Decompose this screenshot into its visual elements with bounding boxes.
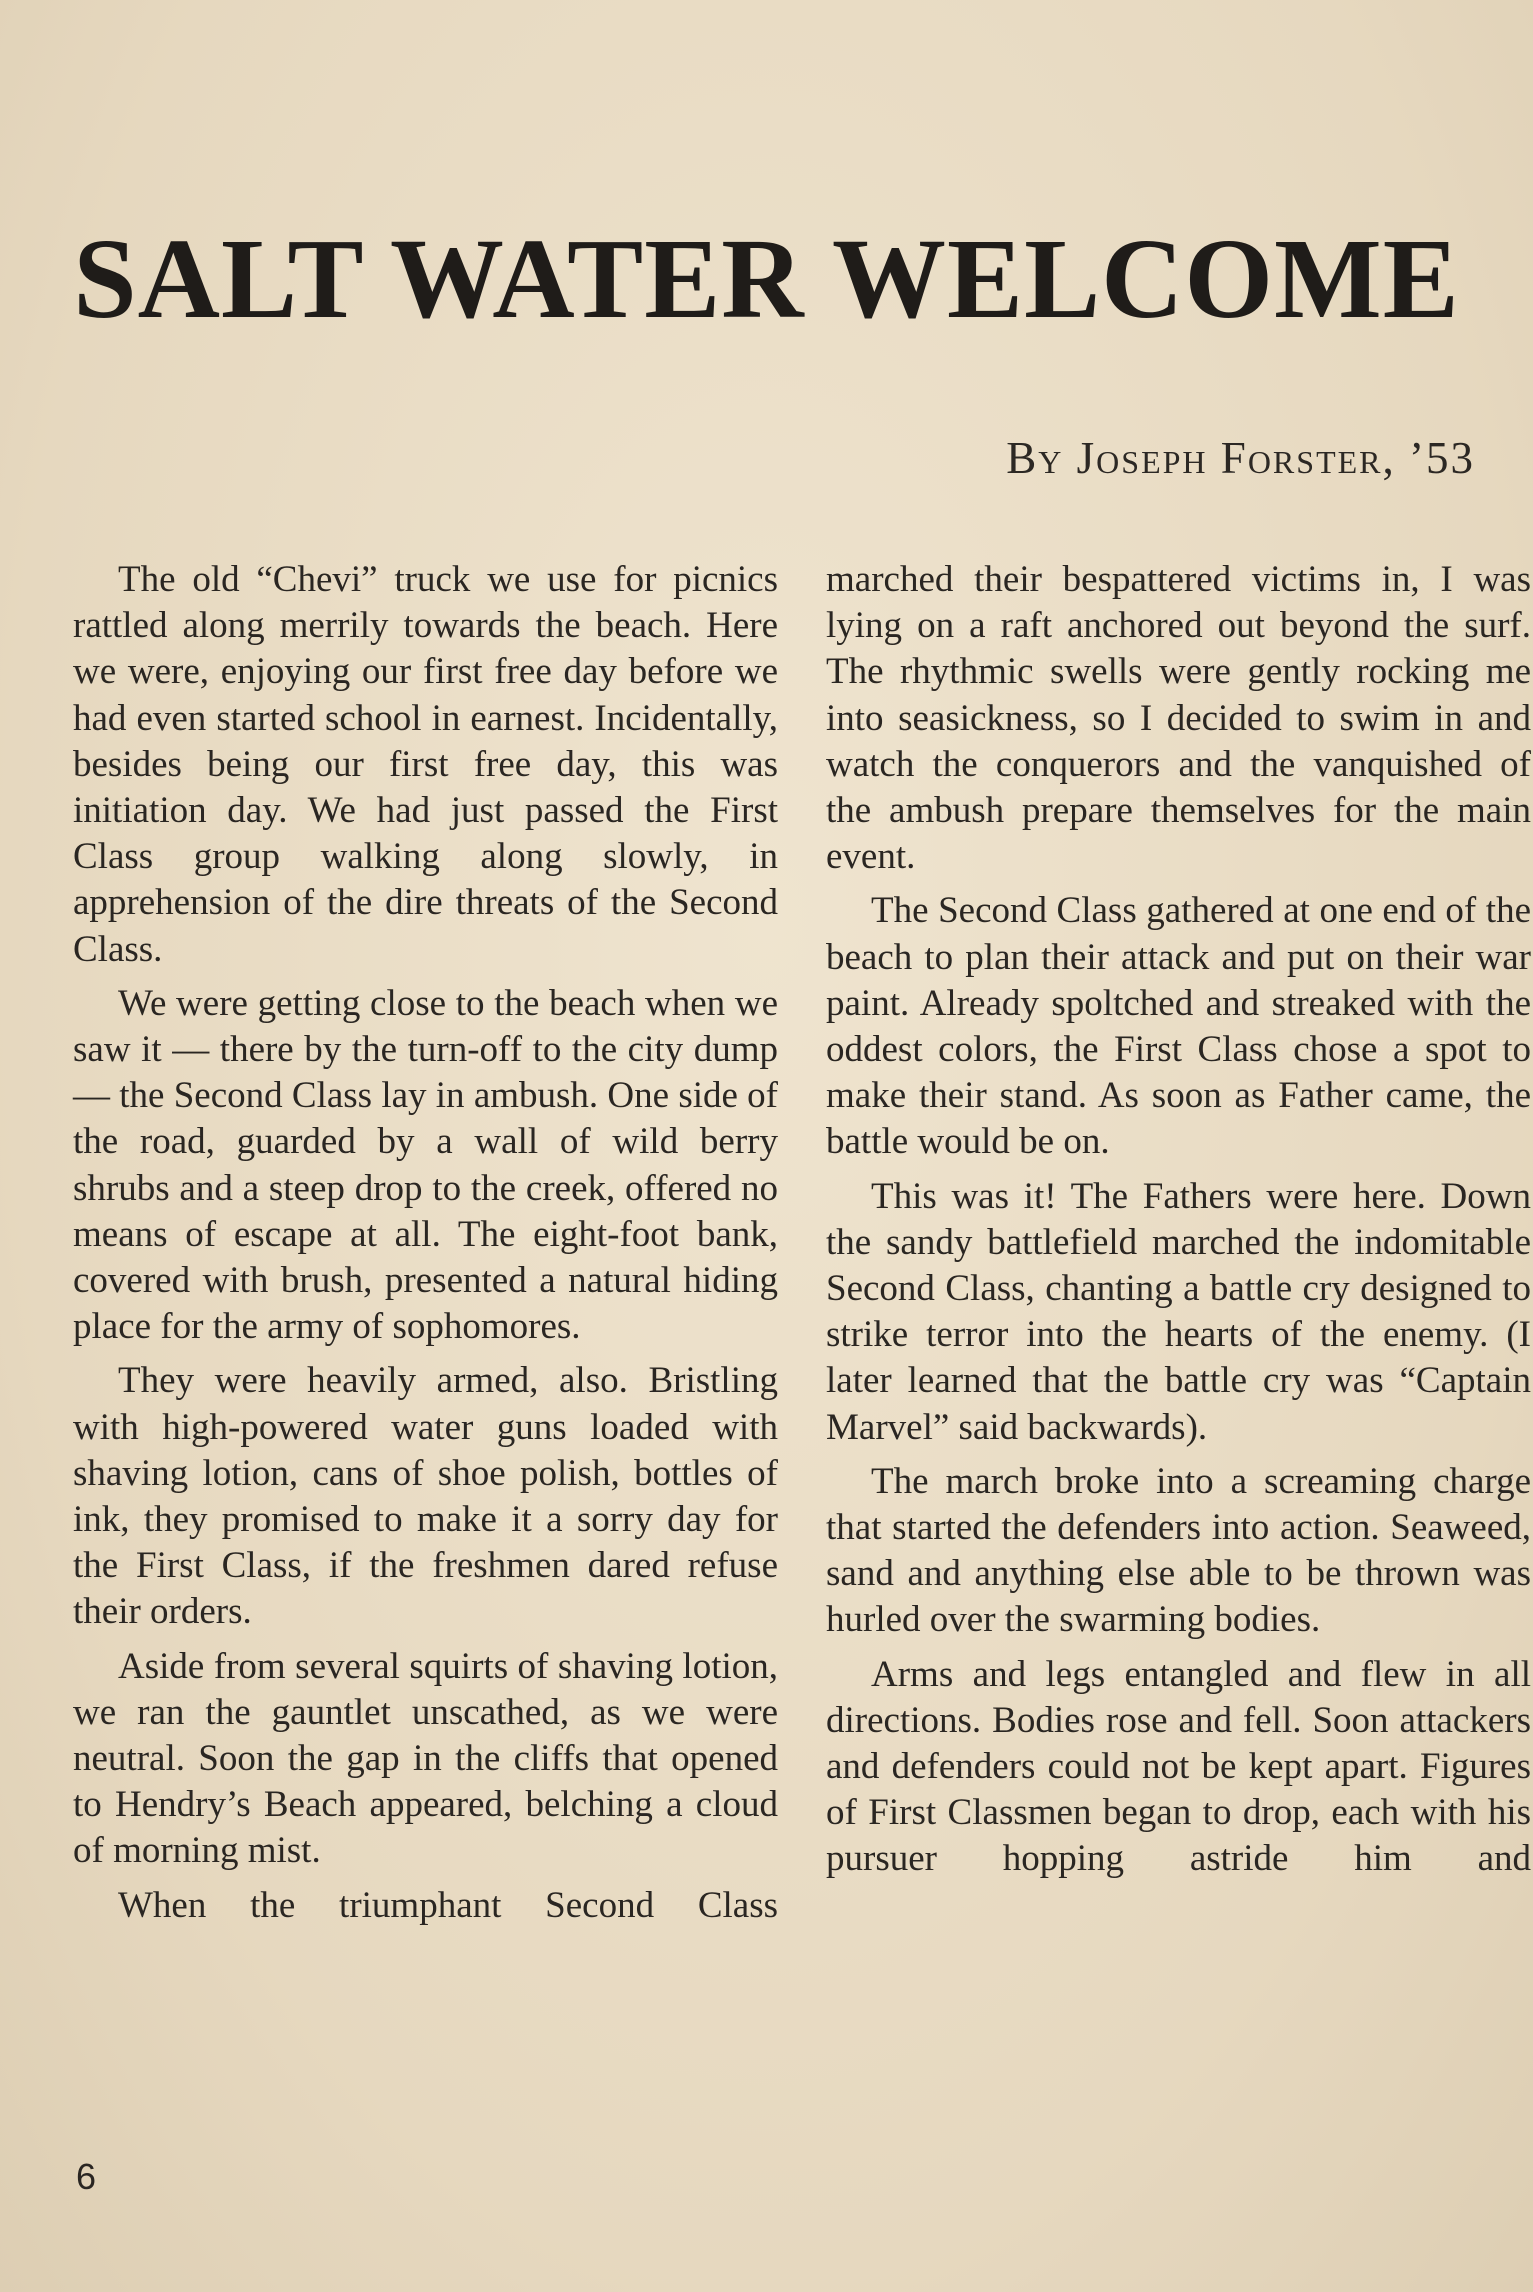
paragraph: The Second Class gathered at one end of the beach to plan their attack and put on their war paint. Already spoltched and streaked with the oddest colors, the First Class chose a spot to make their stand. As soon as Father came, the battle would be on.	[826, 890, 1531, 1163]
text-column-left	[73, 557, 778, 1929]
paragraph: We were getting close to the beach when we saw it — there by the turn-off to the city dump — the Second Class lay in ambush. One side of the road, guarded by a wall of wild berry shrubs and a steep drop to the creek, offered no means of escape at all. The eight-foot bank, covered with brush, presented a natural hiding place for the army of sophomores.	[73, 982, 778, 1348]
paragraph: Arms and legs entangled and flew in all directions. Bodies rose and fell. Soon attackers and defenders could not be kept apart. Figures of First Classmen began to drop, each with his pursuer hopping astride him and	[826, 1653, 1531, 1880]
paragraph: They were heavily armed, also. Bristling with high-powered water guns loaded with shaving lotion, cans of shoe polish, bottles of ink, they promised to make it a sorry day for the First Class, if the freshmen dared refuse their orders.	[73, 1360, 778, 1633]
paragraph-continued: marched their bespattered victims in, I was lying on a raft anchored out beyond the surf. The rhythmic swells were gently rocking me into seasickness, so I decided to swim in and watch the conquerors and the vanquished of the ambush prepare themselves for the main event.	[826, 559, 1531, 878]
text-column-right	[826, 557, 1531, 1883]
paragraph: The march broke into a screaming charge that started the defenders into action. Seaweed, sand and anything else able to be thrown was hurled over the swarming bodies.	[826, 1460, 1531, 1641]
paragraph: This was it! The Fathers were here. Down the sandy battlefield marched the indomitable Second Class, chanting a battle cry designed to strike terror into the hearts of the enemy. (I later learned that the battle cry was “Captain Marvel” said backwards).	[826, 1175, 1531, 1448]
article-title: SALT WATER WELCOME	[73, 215, 1460, 342]
article-byline: By Joseph Forster, ’53	[1006, 433, 1475, 483]
paragraph: Aside from several squirts of shaving lotion, we ran the gauntlet unscathed, as we were neutral. Soon the gap in the cliffs that opened to Hendry’s Beach appeared, belching a cloud of morning mist.	[73, 1645, 778, 1872]
page-number: 6	[76, 2156, 97, 2197]
paragraph: When the triumphant Second Class	[118, 1884, 778, 1926]
paragraph: The old “Chevi” truck we use for picnics rattled along merrily towards the beach. Here we were, enjoying our first free day before we had even started school in earnest. Incidentally, besides being our first free day, this was initiation day. We had just passed the First Class group walking along slowly, in apprehension of the dire threats of the Second Class.	[73, 559, 778, 970]
